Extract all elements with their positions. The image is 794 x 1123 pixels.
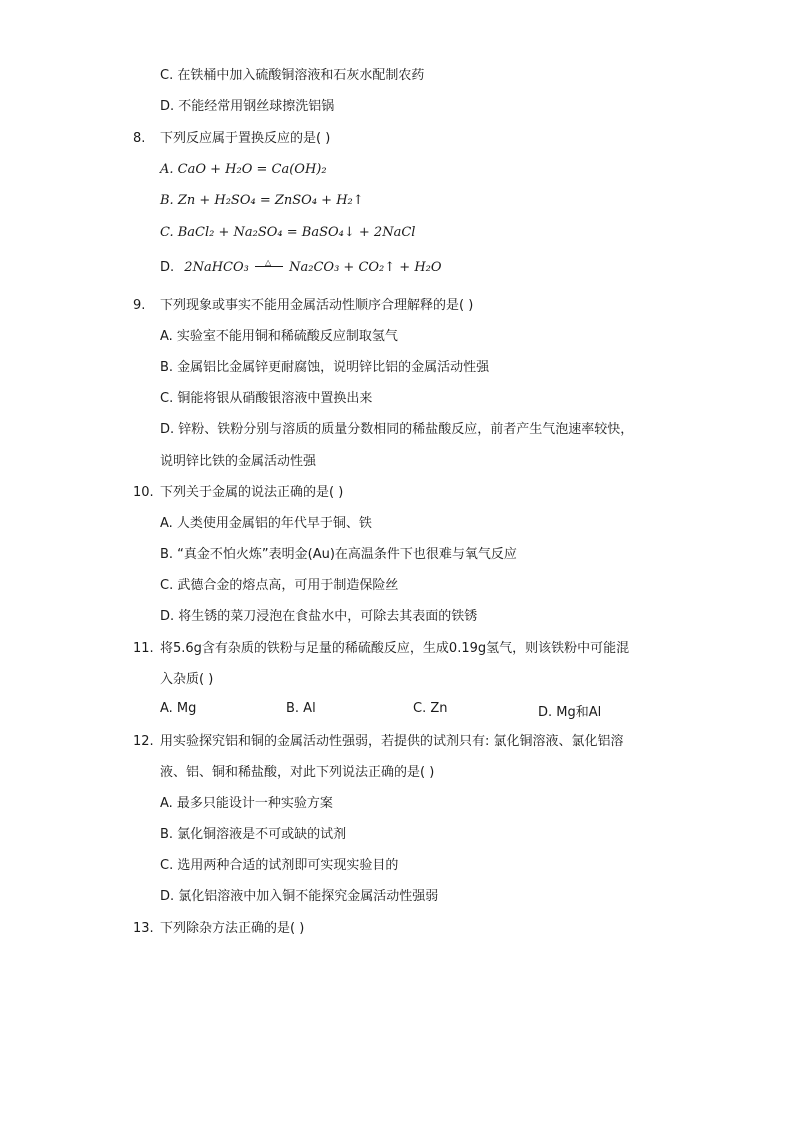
heat-symbol: △ (265, 258, 272, 267)
q11-stem-line2: 入杂质( ) (160, 672, 214, 687)
q10-option-a: A. 人类使用金属铝的年代早于铜、铁 (160, 516, 372, 531)
q7-option-d: D. 不能经常用钢丝球擦洗铝锅 (160, 99, 335, 114)
q8-option-d-reactants: 2NaHCO₃ (184, 260, 249, 275)
q10-number: 10. (133, 485, 154, 500)
q8-number: 8. (133, 131, 146, 146)
q11-option-d: D. Mg和Al (538, 705, 602, 720)
q8-stem: 下列反应属于置换反应的是( ) (160, 131, 331, 146)
q9-number: 9. (133, 298, 146, 313)
q9-option-a: A. 实验室不能用铜和稀硫酸反应制取氢气 (160, 329, 398, 344)
q12-option-d: D. 氯化铝溶液中加入铜不能探究金属活动性强弱 (160, 889, 439, 904)
q9-option-d-line1: D. 锌粉、铁粉分别与溶质的质量分数相同的稀盐酸反应，前者产生气泡速率较快， (160, 422, 634, 437)
q8-option-b: B. Zn + H₂SO₄ = ZnSO₄ + H₂↑ (160, 193, 364, 208)
q11-option-a: A. Mg (160, 701, 197, 716)
q9-option-b: B. 金属铝比金属锌更耐腐蚀，说明锌比铝的金属活动性强 (160, 360, 490, 375)
q8-option-d-label: D. (160, 260, 175, 275)
q8-option-c: C. BaCl₂ + Na₂SO₄ = BaSO₄↓ + 2NaCl (160, 225, 416, 240)
q7-option-c: C. 在铁桶中加入硫酸铜溶液和石灰水配制农药 (160, 68, 425, 83)
q13-stem: 下列除杂方法正确的是( ) (160, 921, 305, 936)
heat-condition-arrow (255, 258, 283, 267)
q9-stem: 下列现象或事实不能用金属活动性顺序合理解释的是( ) (160, 298, 474, 313)
q10-option-b: B. “真金不怕火炼”表明金(Au)在高温条件下也很难与氧气反应 (160, 547, 517, 562)
q8-option-d (160, 259, 442, 277)
q9-option-c: C. 铜能将银从硝酸银溶液中置换出来 (160, 391, 373, 406)
q10-stem: 下列关于金属的说法正确的是( ) (160, 485, 344, 500)
q8-option-d-products: Na₂CO₃ + CO₂↑ + H₂O (289, 260, 442, 275)
q9-option-d-line2: 说明锌比铁的金属活动性强 (160, 454, 317, 469)
q11-stem-line1: 将5.6g含有杂质的铁粉与足量的稀硫酸反应，生成0.19g氢气，则该铁粉中可能混 (160, 641, 630, 656)
q13-number: 13. (133, 921, 154, 936)
q12-option-c: C. 选用两种合适的试剂即可实现实验目的 (160, 858, 399, 873)
q10-option-c: C. 武德合金的熔点高，可用于制造保险丝 (160, 578, 399, 593)
q11-number: 11. (133, 641, 154, 656)
q12-option-b: B. 氯化铜溶液是不可或缺的试剂 (160, 827, 347, 842)
q8-option-a: A. CaO + H₂O = Ca(OH)₂ (160, 162, 327, 177)
q11-option-c: C. Zn (413, 701, 448, 716)
q12-number: 12. (133, 734, 154, 749)
q12-option-a: A. 最多只能设计一种实验方案 (160, 796, 333, 811)
q10-option-d: D. 将生锈的菜刀浸泡在食盐水中，可除去其表面的铁锈 (160, 609, 478, 624)
q11-option-b: B. Al (286, 701, 316, 716)
q11-options (160, 701, 680, 719)
q12-stem-line2: 液、铝、铜和稀盐酸，对此下列说法正确的是( ) (160, 765, 435, 780)
q12-stem-line1: 用实验探究铝和铜的金属活动性强弱，若提供的试剂只有: 氯化铜溶液、氯化铝溶 (160, 734, 624, 749)
